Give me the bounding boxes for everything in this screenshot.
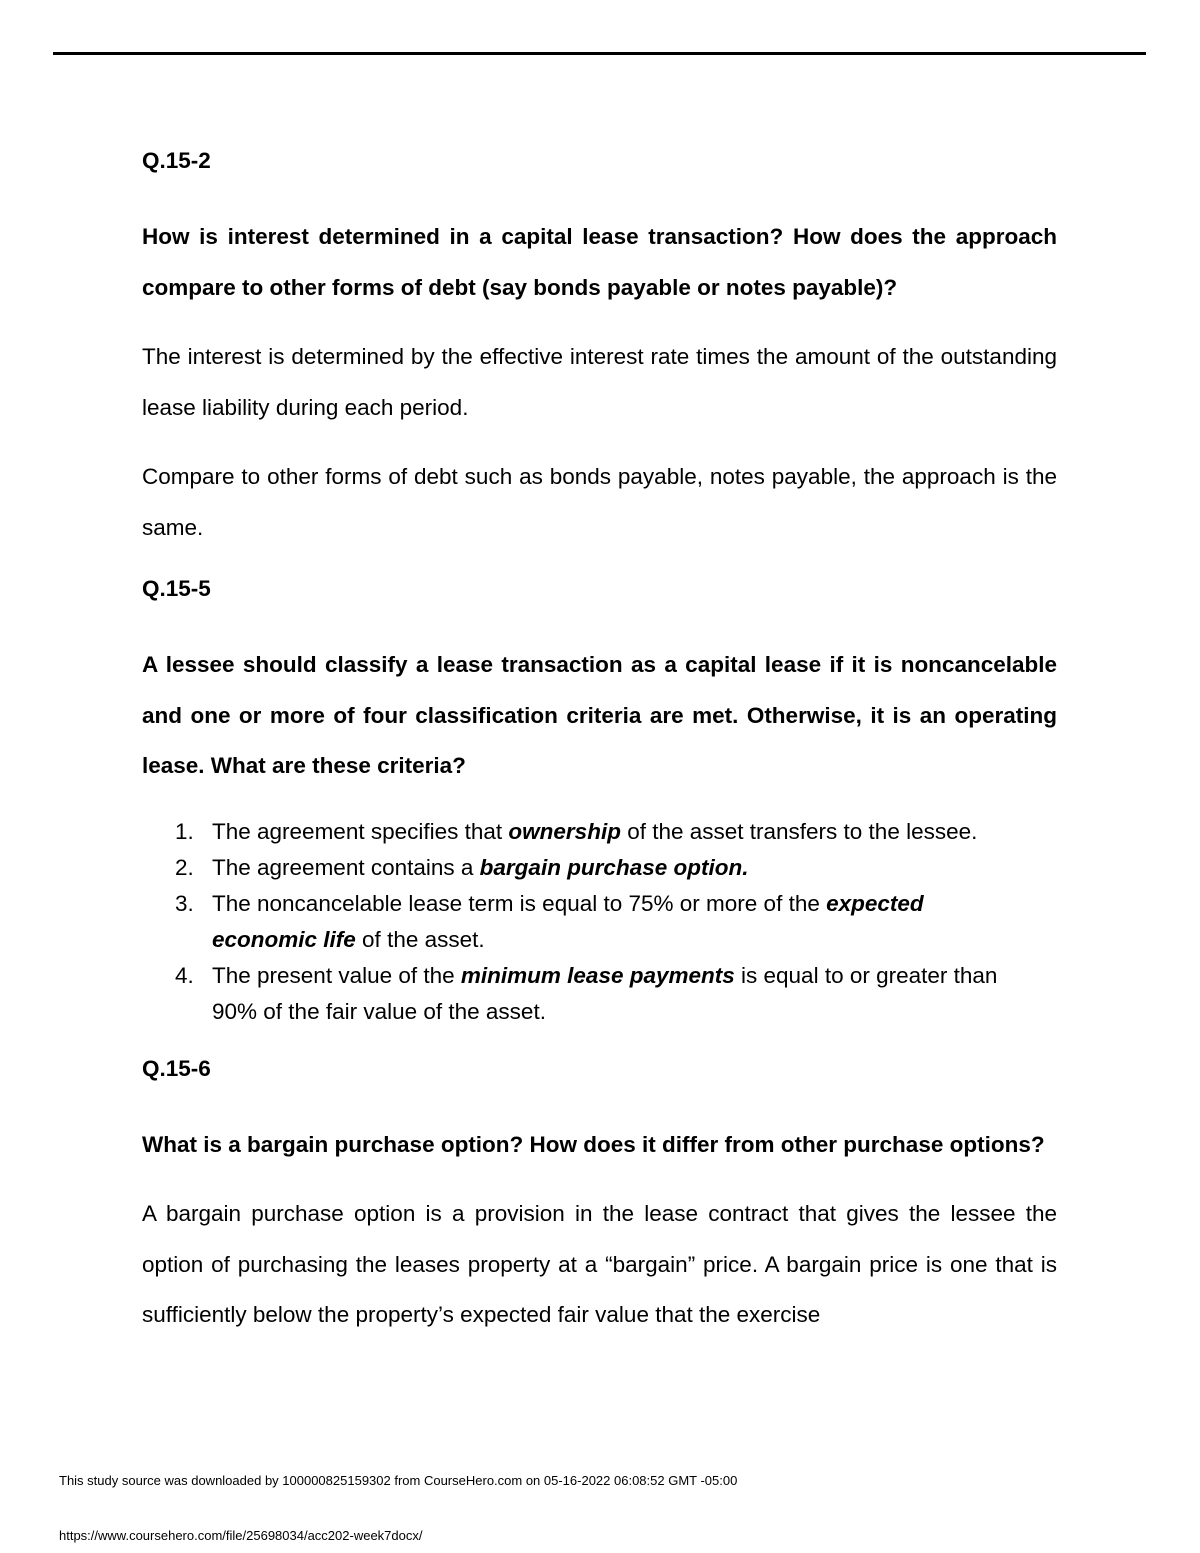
list-item: 3. The noncancelable lease term is equal to 75% or more of the expected economic life of the asset. <box>175 890 924 952</box>
question-text: What is a bargain purchase option? How does it differ from other purchase options? <box>142 1131 1045 1157</box>
emphasis-term: bargain purchase option. <box>479 854 749 880</box>
list-item: 1. The agreement specifies that ownership of the asset transfers to the lessee. <box>175 818 978 844</box>
header-rule <box>53 52 1146 55</box>
question-number: Q.15-2 <box>142 148 211 173</box>
question-text: How is interest determined in a capital lease transaction? How does the approach compare to other forms of debt (say bonds payable or notes payable)? <box>142 224 1057 300</box>
criteria-list <box>142 814 1057 1030</box>
source-url[interactable]: https://www.coursehero.com/file/25698034/acc202-week7docx/ <box>59 1528 423 1543</box>
answer-paragraph: Compare to other forms of debt such as bonds payable, notes payable, the approach is the same. <box>142 464 1057 540</box>
question-text: A lessee should classify a lease transaction as a capital lease if it is noncancelable and one or more of four classification criteria are met. Otherwise, it is an operating lease. What are these criteria? <box>142 652 1057 778</box>
document-body <box>142 144 1057 1341</box>
emphasis-term: expected economic life <box>212 890 924 952</box>
emphasis-term: minimum lease payments <box>460 962 735 988</box>
emphasis-term: ownership <box>508 818 621 844</box>
answer-paragraph: The interest is determined by the effective interest rate times the amount of the outstanding lease liability during each period. <box>142 344 1057 420</box>
answer-paragraph: A bargain purchase option is a provision in the lease contract that gives the lessee the option of purchasing the leases property at a “bargain” price. A bargain price is one that is sufficiently below the property’s expected fair value that the exercise <box>142 1201 1057 1327</box>
question-number: Q.15-5 <box>142 576 211 601</box>
list-item: 2. The agreement contains a bargain purchase option. <box>175 854 749 880</box>
list-item: 4. The present value of the minimum lease payments is equal to or greater than 90% of the fair value of the asset. <box>175 962 998 1024</box>
question-number: Q.15-6 <box>142 1055 211 1081</box>
download-notice: This study source was downloaded by 100000825159302 from CourseHero.com on 05-16-2022 06:08:52 GMT -05:00 <box>59 1473 738 1488</box>
